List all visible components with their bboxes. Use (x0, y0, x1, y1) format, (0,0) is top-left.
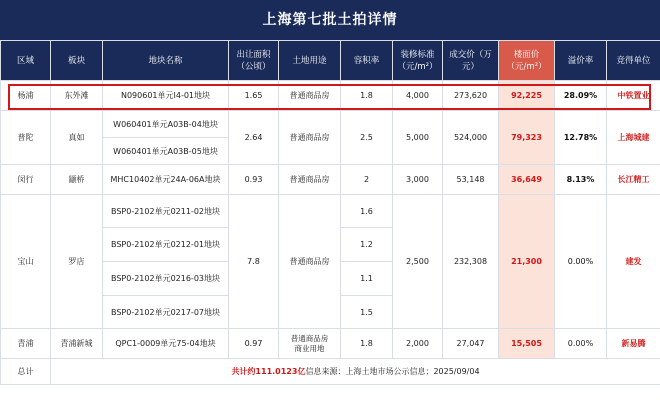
plot-cell: QPC1-0009单元75-04地块 (103, 329, 229, 359)
premium-cell: 8.13% (555, 165, 607, 195)
price-cell: 53,148 (443, 165, 499, 195)
header-row (1, 41, 660, 81)
plot-cell: BSP0-2102单元0216-03地块 (103, 262, 229, 296)
area-cell: 0.93 (229, 165, 279, 195)
buyer-cell: 新易腾 (607, 329, 660, 359)
decoration-cell: 3,000 (393, 165, 443, 195)
district-cell: 宝山 (1, 195, 51, 329)
plot-cell: N090601单元I4-01地块 (103, 81, 229, 111)
use-cell: 普通商品房 (279, 111, 341, 165)
premium-cell: 0.00% (555, 195, 607, 329)
block-cell: 东外滩 (51, 81, 103, 111)
price-cell: 27,047 (443, 329, 499, 359)
col-header-buyer: 竞得单位 (607, 41, 660, 81)
far-cell: 1.5 (341, 296, 393, 329)
plot-cell: MHC10402单元24A-06A地块 (103, 165, 229, 195)
col-header-area: 出让面积（公顷） (229, 41, 279, 81)
far-cell: 1.8 (341, 81, 393, 111)
floor-price-cell: 36,649 (499, 165, 555, 195)
decoration-cell: 4,000 (393, 81, 443, 111)
far-cell: 1.1 (341, 262, 393, 296)
col-header-floor-price: 楼面价（元/m²） (499, 41, 555, 81)
far-cell: 1.2 (341, 228, 393, 262)
page-title: 上海第七批土拍详情 (0, 0, 660, 40)
col-header-decoration: 装修标准（元/m²） (393, 41, 443, 81)
use-cell: 普通商品房 (279, 81, 341, 111)
premium-cell: 12.78% (555, 111, 607, 165)
table-row (1, 195, 660, 228)
premium-cell: 0.00% (555, 329, 607, 359)
area-cell: 1.65 (229, 81, 279, 111)
price-cell: 524,000 (443, 111, 499, 165)
col-header-premium: 溢价率 (555, 41, 607, 81)
plot-cell: W060401单元A03B-05地块 (103, 138, 229, 165)
buyer-cell: 中铁置业 (607, 81, 660, 111)
buyer-cell: 长江精工 (607, 165, 660, 195)
far-cell: 1.6 (341, 195, 393, 228)
block-cell: 罗店 (51, 195, 103, 329)
premium-cell: 28.09% (555, 81, 607, 111)
use-cell: 普通商品房 (279, 165, 341, 195)
district-cell: 普陀 (1, 111, 51, 165)
col-header-far: 容积率 (341, 41, 393, 81)
col-header-price: 成交价（万元） (443, 41, 499, 81)
col-header-plot-name: 地块名称 (103, 41, 229, 81)
plot-cell: BSP0-2102单元0212-01地块 (103, 228, 229, 262)
table-row (1, 165, 660, 195)
district-cell: 杨浦 (1, 81, 51, 111)
floor-price-cell: 15,505 (499, 329, 555, 359)
area-cell: 7.8 (229, 195, 279, 329)
buyer-cell: 建发 (607, 195, 660, 329)
block-cell: 真如 (51, 111, 103, 165)
district-cell: 青浦 (1, 329, 51, 359)
far-cell: 2.5 (341, 111, 393, 165)
floor-price-cell: 92,225 (499, 81, 555, 111)
table-row (1, 329, 660, 359)
use-cell: 普通商品房 商业用地 (279, 329, 341, 359)
land-auction-table (0, 40, 660, 385)
col-header-use: 土地用途 (279, 41, 341, 81)
table-row (1, 81, 660, 111)
plot-cell: BSP0-2102单元0211-02地块 (103, 195, 229, 228)
area-cell: 0.97 (229, 329, 279, 359)
plot-cell: BSP0-2102单元0217-07地块 (103, 296, 229, 329)
far-cell: 1.8 (341, 329, 393, 359)
price-cell: 273,620 (443, 81, 499, 111)
far-cell: 2 (341, 165, 393, 195)
area-cell: 2.64 (229, 111, 279, 165)
price-cell: 232,308 (443, 195, 499, 329)
use-cell: 普通商品房 (279, 195, 341, 329)
block-cell: 颛桥 (51, 165, 103, 195)
col-header-block: 板块 (51, 41, 103, 81)
total-label: 总计 (1, 359, 51, 385)
floor-price-cell: 21,300 (499, 195, 555, 329)
plot-cell: W060401单元A03B-04地块 (103, 111, 229, 138)
total-sum: 共计约111.0123亿 (231, 367, 306, 376)
source-note: 信息来源：上海土地市场公示信息；2025/09/04 (305, 367, 480, 376)
decoration-cell: 2,500 (393, 195, 443, 329)
total-summary (51, 359, 660, 385)
decoration-cell: 2,000 (393, 329, 443, 359)
table-row (1, 111, 660, 138)
block-cell: 青浦新城 (51, 329, 103, 359)
decoration-cell: 5,000 (393, 111, 443, 165)
district-cell: 闵行 (1, 165, 51, 195)
floor-price-cell: 79,323 (499, 111, 555, 165)
buyer-cell: 上海城建 (607, 111, 660, 165)
total-row (1, 359, 660, 385)
col-header-district: 区域 (1, 41, 51, 81)
